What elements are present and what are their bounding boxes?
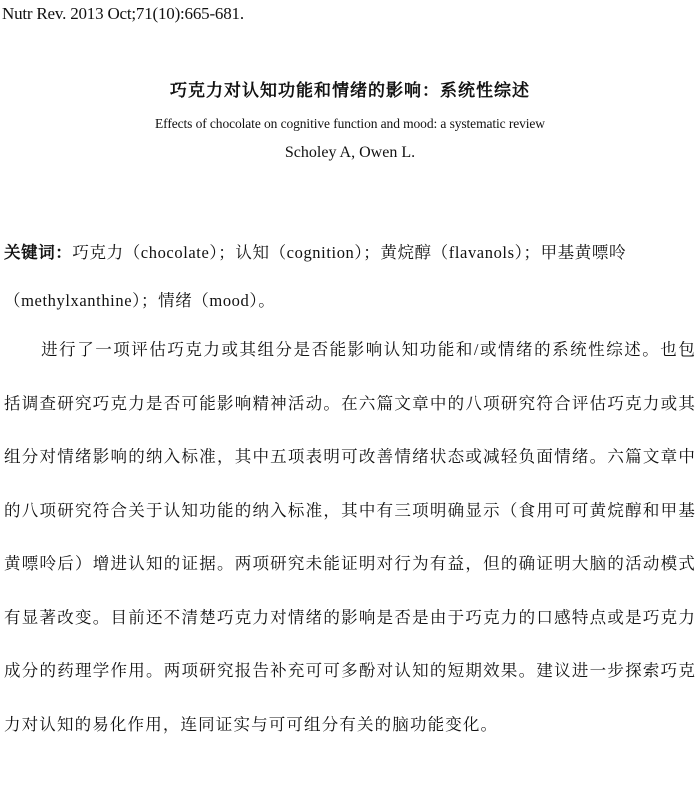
- keywords-section: [4, 229, 696, 325]
- citation: Nutr Rev. 2013 Oct;71(10):665-681.: [2, 4, 244, 23]
- authors: Scholey A, Owen L.: [284, 144, 416, 161]
- keywords-text: 巧克力（chocolate）；认知（cognition）；黄烷醇（flavanols）；甲基黄嘌呤（methylxanthine）；情绪（mood）。: [4, 243, 627, 310]
- title-english: Effects of chocolate on cognitive function and mood: a systematic review: [155, 116, 545, 131]
- keywords-label: 关键词：: [4, 243, 73, 262]
- title-chinese: 巧克力对认知功能和情绪的影响：系统性综述: [170, 81, 530, 100]
- abstract-paragraph: 进行了一项评估巧克力或其组分是否能影响认知功能和/或情绪的系统性综述。也包括调查研究巧克力是否可能影响精神活动。在六篇文章中的八项研究符合评估巧克力或其组分对情绪影响的纳入标准，其中五项表明可改善情绪状态或减轻负面情绪。六篇文章中的八项研究符合关于认知功能的纳入标准，其中有三项明确显示（食用可可黄烷醇和甲基黄嘌呤后）增进认知的证据。两项研究未能证明对行为有益，但的确证明大脑的活动模式有显著改变。目前还不清楚巧克力对情绪的影响是否是由于巧克力的口感特点或是巧克力成分的药理学作用。两项研究报告补充可可多酚对认知的短期效果。建议进一步探索巧克力对认知的易化作用，连同证实与可可组分有关的脑功能变化。: [4, 340, 696, 734]
